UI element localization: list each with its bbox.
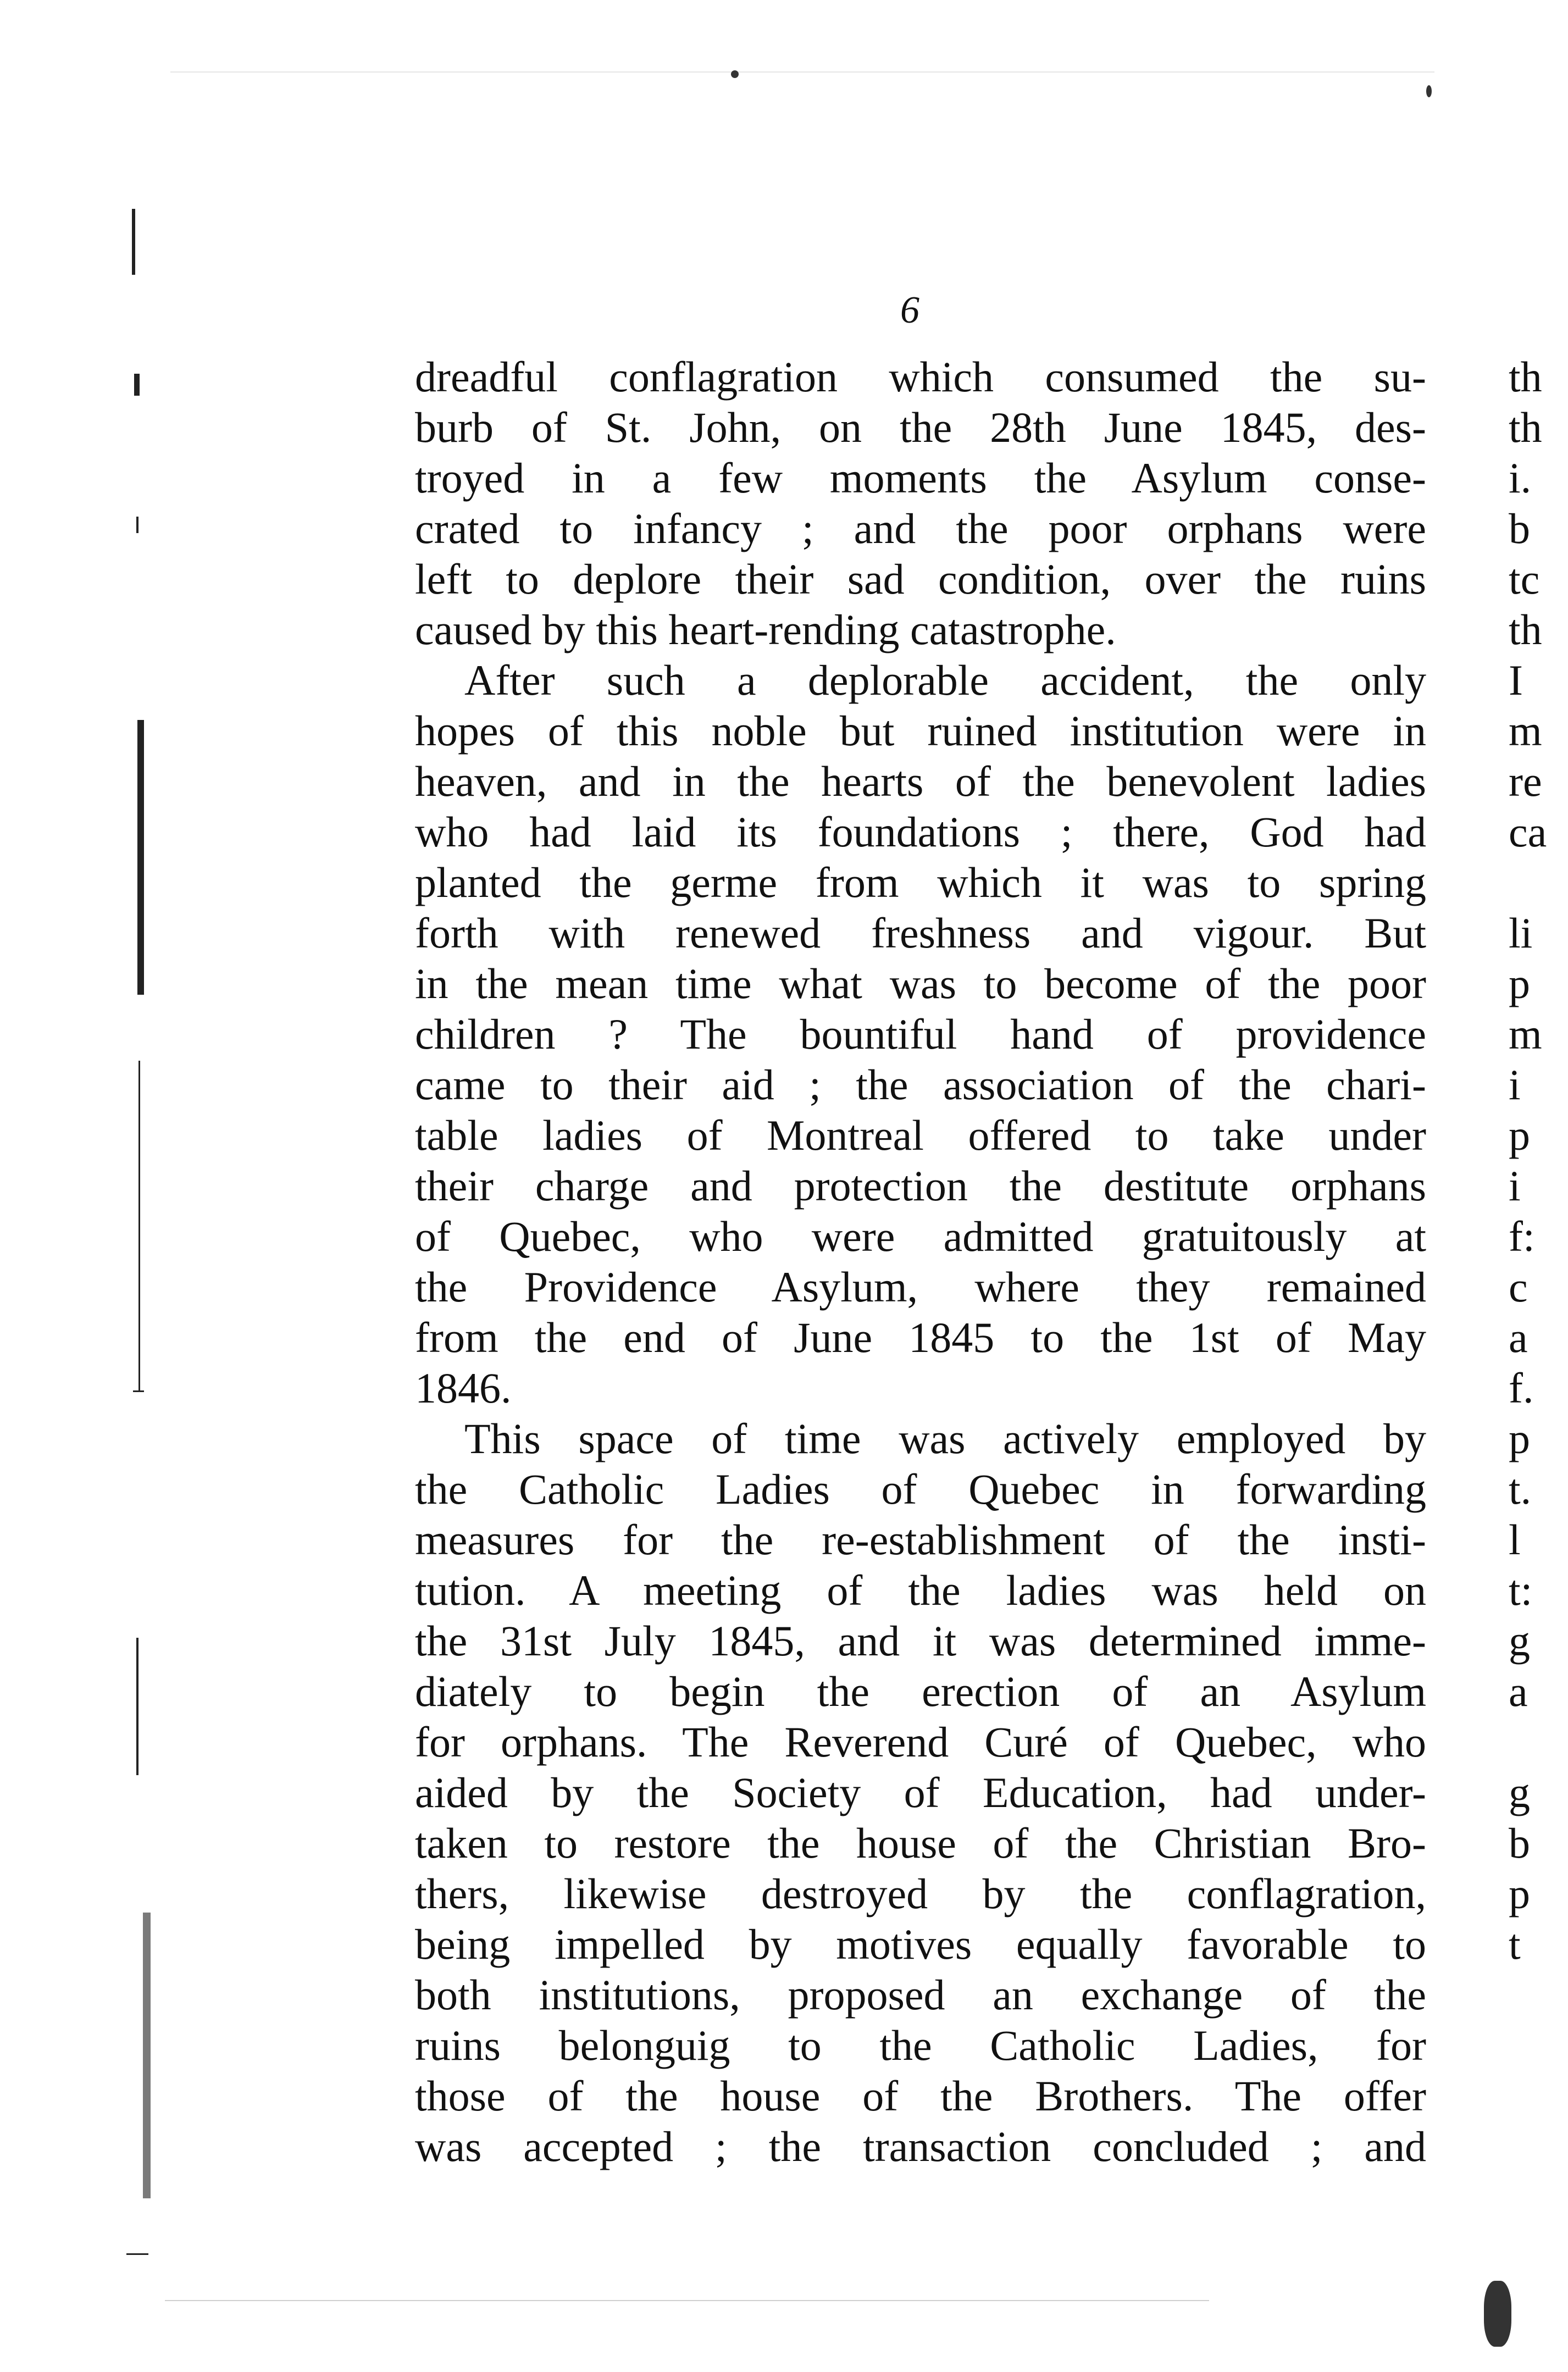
facing-fragment: f.: [1509, 1364, 1534, 1412]
text-line: heaven, and in the hearts of the benevolent ladies: [415, 757, 1426, 805]
text-line: burb of St. John, on the 28th June 1845, des-: [415, 403, 1426, 451]
scan-bottom-edge: [165, 2300, 1209, 2301]
facing-fragment: c: [1509, 1263, 1528, 1311]
scan-left-margin-noise: [126, 209, 176, 2297]
text-line: those of the house of the Brothers. The offer: [415, 2072, 1426, 2120]
text-line: diately to begin the erection of an Asylum: [415, 1667, 1426, 1715]
text-line: After such a deplorable accident, the only: [464, 656, 1426, 704]
facing-fragment: [1509, 1717, 1564, 1767]
text-line: dreadful conflagration which consumed the su-: [415, 353, 1426, 401]
text-line: thers, likewise destroyed by the conflagration,: [415, 1870, 1426, 1917]
facing-fragment: [1509, 857, 1564, 908]
scan-dust-mark: [1484, 2281, 1511, 2347]
facing-fragment: i.: [1509, 454, 1532, 502]
text-line: planted the germe from which it was to spring: [415, 858, 1426, 906]
facing-fragment: t:: [1509, 1566, 1533, 1614]
facing-fragment: p: [1509, 1870, 1530, 1917]
facing-fragment: l: [1509, 1516, 1521, 1564]
facing-fragment: t.: [1509, 1465, 1532, 1513]
facing-fragment: a: [1509, 1667, 1528, 1715]
facing-fragment: m: [1509, 1010, 1542, 1058]
text-line: taken to restore the house of the Christian Bro-: [415, 1819, 1426, 1867]
text-line: who had laid its foundations ; there, God had: [415, 808, 1426, 856]
scan-top-edge: [170, 71, 1434, 73]
facing-fragment: th: [1509, 606, 1542, 653]
text-line: children ? The bountiful hand of providence: [415, 1010, 1426, 1058]
text-line: aided by the Society of Education, had under-: [415, 1769, 1426, 1816]
text-line: was accepted ; the transaction concluded ; and: [415, 2122, 1426, 2170]
text-line: from the end of June 1845 to the 1st of May: [415, 1314, 1426, 1361]
facing-fragment: b: [1509, 1819, 1530, 1867]
text-line: ruins belonguig to the Catholic Ladies, for: [415, 2021, 1426, 2069]
text-line: of Quebec, who were admitted gratuitously at: [415, 1212, 1426, 1260]
page-number: 6: [900, 289, 919, 331]
facing-fragment: g: [1509, 1769, 1530, 1816]
text-line: 1846.: [415, 1364, 512, 1412]
text-line: the 31st July 1845, and it was determined imme-: [415, 1617, 1426, 1665]
facing-fragment: p: [1509, 1111, 1530, 1159]
body-text: [415, 352, 1426, 2172]
facing-fragment: th: [1509, 403, 1542, 451]
text-line: troyed in a few moments the Asylum conse-: [415, 454, 1426, 502]
facing-fragment: m: [1509, 707, 1542, 755]
text-line: came to their aid ; the association of the chari-: [415, 1061, 1426, 1109]
text-line: for orphans. The Reverend Curé of Quebec, who: [415, 1718, 1426, 1766]
facing-fragment: t: [1509, 1920, 1521, 1968]
facing-fragment: b: [1509, 505, 1530, 552]
facing-fragment: tc: [1509, 555, 1540, 603]
facing-fragment: p: [1509, 1415, 1530, 1462]
facing-fragment: i: [1509, 1061, 1521, 1109]
text-line: left to deplore their sad condition, over the ruins: [415, 555, 1426, 603]
text-line: both institutions, proposed an exchange of the: [415, 1971, 1426, 2019]
facing-fragment: li: [1509, 909, 1533, 957]
facing-fragment: re: [1509, 757, 1542, 805]
facing-fragment: th: [1509, 353, 1542, 401]
text-line: tution. A meeting of the ladies was held on: [415, 1566, 1426, 1614]
scan-dust-mark: [731, 70, 739, 78]
facing-fragment: ca: [1509, 808, 1547, 856]
text-line: caused by this heart-rending catastrophe.: [415, 606, 1116, 653]
text-line: crated to infancy ; and the poor orphans were: [415, 505, 1426, 552]
text-line: the Providence Asylum, where they remained: [415, 1263, 1426, 1311]
text-line: the Catholic Ladies of Quebec in forwarding: [415, 1465, 1426, 1513]
scan-dust-mark: [1426, 85, 1432, 97]
text-line: their charge and protection the destitute orphans: [415, 1162, 1426, 1210]
text-line: This space of time was actively employed by: [464, 1415, 1426, 1462]
facing-fragment: a: [1509, 1314, 1528, 1361]
text-line: hopes of this noble but ruined institution were in: [415, 707, 1426, 755]
facing-fragment: i: [1509, 1162, 1521, 1210]
text-line: measures for the re-establishment of the insti-: [415, 1516, 1426, 1564]
facing-page-fragments: [1509, 352, 1564, 1970]
text-line: being impelled by motives equally favorable to: [415, 1920, 1426, 1968]
facing-fragment: I: [1509, 656, 1523, 704]
facing-fragment: g: [1509, 1617, 1530, 1665]
text-line: table ladies of Montreal offered to take under: [415, 1111, 1426, 1159]
text-line: in the mean time what was to become of the poor: [415, 960, 1426, 1007]
facing-fragment: p: [1509, 960, 1530, 1007]
facing-fragment: f:: [1509, 1212, 1535, 1260]
text-line: forth with renewed freshness and vigour. But: [415, 909, 1426, 957]
